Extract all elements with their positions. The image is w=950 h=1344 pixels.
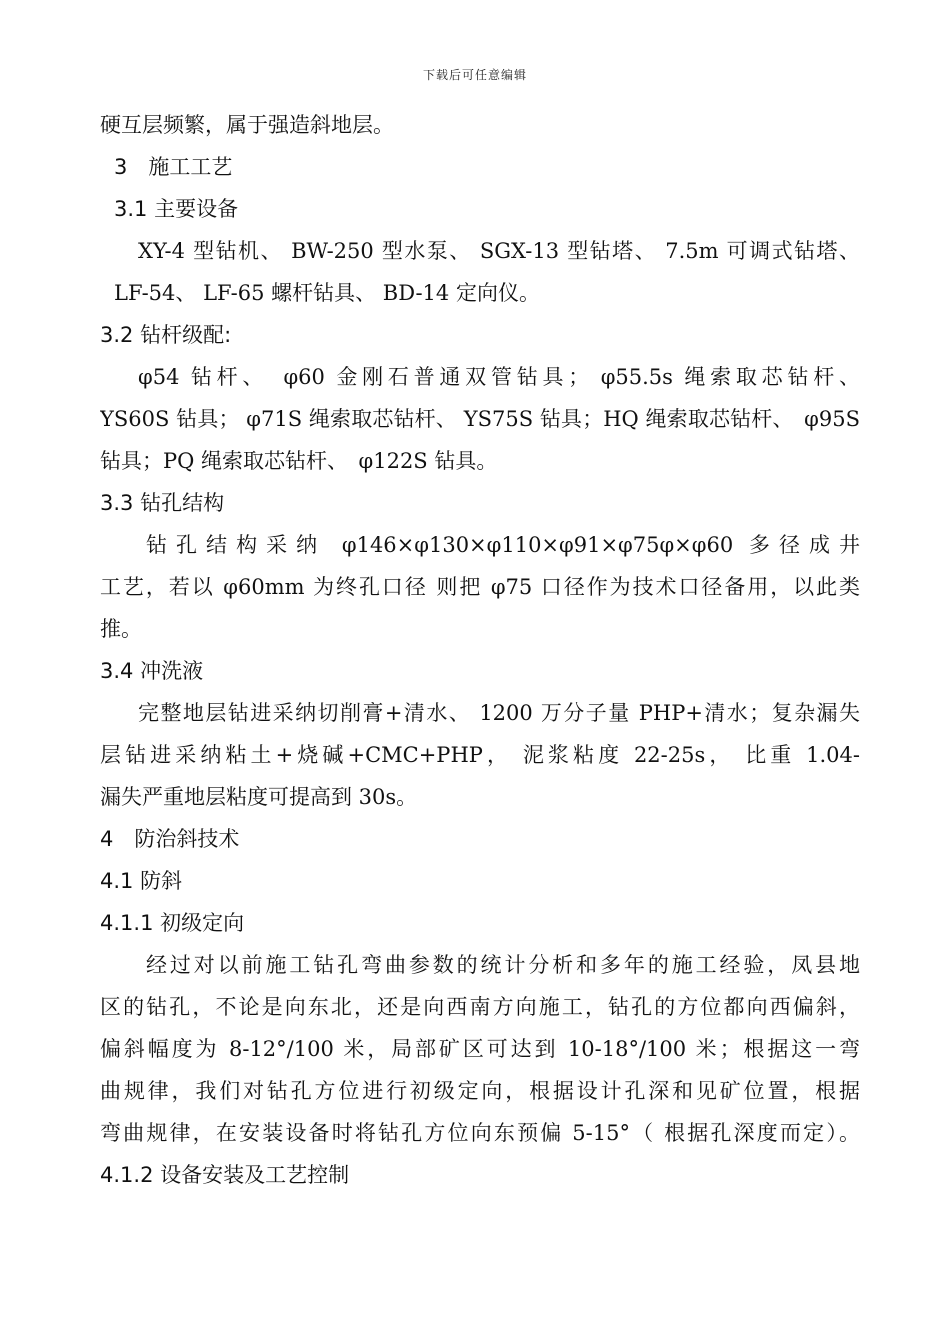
paragraph-line: XY-4 型钻机、 BW-250 型水泵、 SGX-13 型钻塔、 7.5m 可调式钻塔、	[138, 239, 860, 263]
page-header-note: 下载后可任意编辑	[422, 68, 527, 82]
paragraph-line: 偏斜幅度为 8-12°/100 米，局部矿区可达到 10-18°/100 米；根据这一弯	[100, 1037, 860, 1061]
subsection-heading: 4.1 防斜	[100, 869, 183, 893]
paragraph-line: 推。	[100, 617, 142, 641]
paragraph-line: 弯曲规律，在安装设备时将钻孔方位向东预偏 5-15°（ 根据孔深度而定）。	[100, 1121, 860, 1145]
paragraph-line: 曲规律，我们对钻孔方位进行初级定向，根据设计孔深和见矿位置，根据	[100, 1079, 860, 1103]
paragraph-line: YS60S 钻具； φ71S 绳索取芯钻杆、 YS75S 钻具；HQ 绳索取芯钻杆、 φ95S	[100, 407, 860, 431]
paragraph-line: LF-54、 LF-65 螺杆钻具、 BD-14 定向仪。	[114, 281, 540, 305]
subsection-heading: 3.4 冲洗液	[100, 659, 204, 683]
paragraph-line: 钻孔结构采纳 φ146×φ130×φ110×φ91×φ75φ×φ60 多径成井	[146, 533, 860, 557]
document-body	[100, 104, 860, 1196]
subsection-heading: 3.3 钻孔结构	[100, 491, 225, 515]
paragraph-line: 漏失严重地层粘度可提高到 30s。	[100, 785, 418, 809]
section-heading: 3 施工工艺	[114, 155, 233, 179]
paragraph-line: φ54 钻杆、 φ60 金刚石普通双管钻具； φ55.5s 绳索取芯钻杆、	[138, 365, 860, 389]
paragraph-line: 层钻进采纳粘土+烧碱+CMC+PHP， 泥浆粘度 22-25s， 比重 1.04-	[100, 743, 860, 767]
paragraph-line: 工艺，若以 φ60mm 为终孔口径 则把 φ75 口径作为技术口径备用，以此类	[100, 575, 860, 599]
paragraph-line: 经过对以前施工钻孔弯曲参数的统计分析和多年的施工经验，凤县地	[146, 953, 860, 977]
section-heading: 4 防治斜技术	[100, 827, 240, 851]
subsection-heading: 3.2 钻杆级配:	[100, 323, 232, 347]
paragraph-line: 硬互层频繁，属于强造斜地层。	[100, 113, 394, 137]
paragraph-line: 区的钻孔，不论是向东北，还是向西南方向施工，钻孔的方位都向西偏斜，	[100, 995, 860, 1019]
subsection-heading: 3.1 主要设备	[114, 197, 239, 221]
paragraph-line: 完整地层钻进采纳切削膏+清水、 1200 万分子量 PHP+清水；复杂漏失	[138, 701, 860, 725]
subsubsection-heading: 4.1.2 设备安装及工艺控制	[100, 1163, 350, 1187]
subsubsection-heading: 4.1.1 初级定向	[100, 911, 245, 935]
paragraph-line: 钻具；PQ 绳索取芯钻杆、 φ122S 钻具。	[100, 449, 498, 473]
